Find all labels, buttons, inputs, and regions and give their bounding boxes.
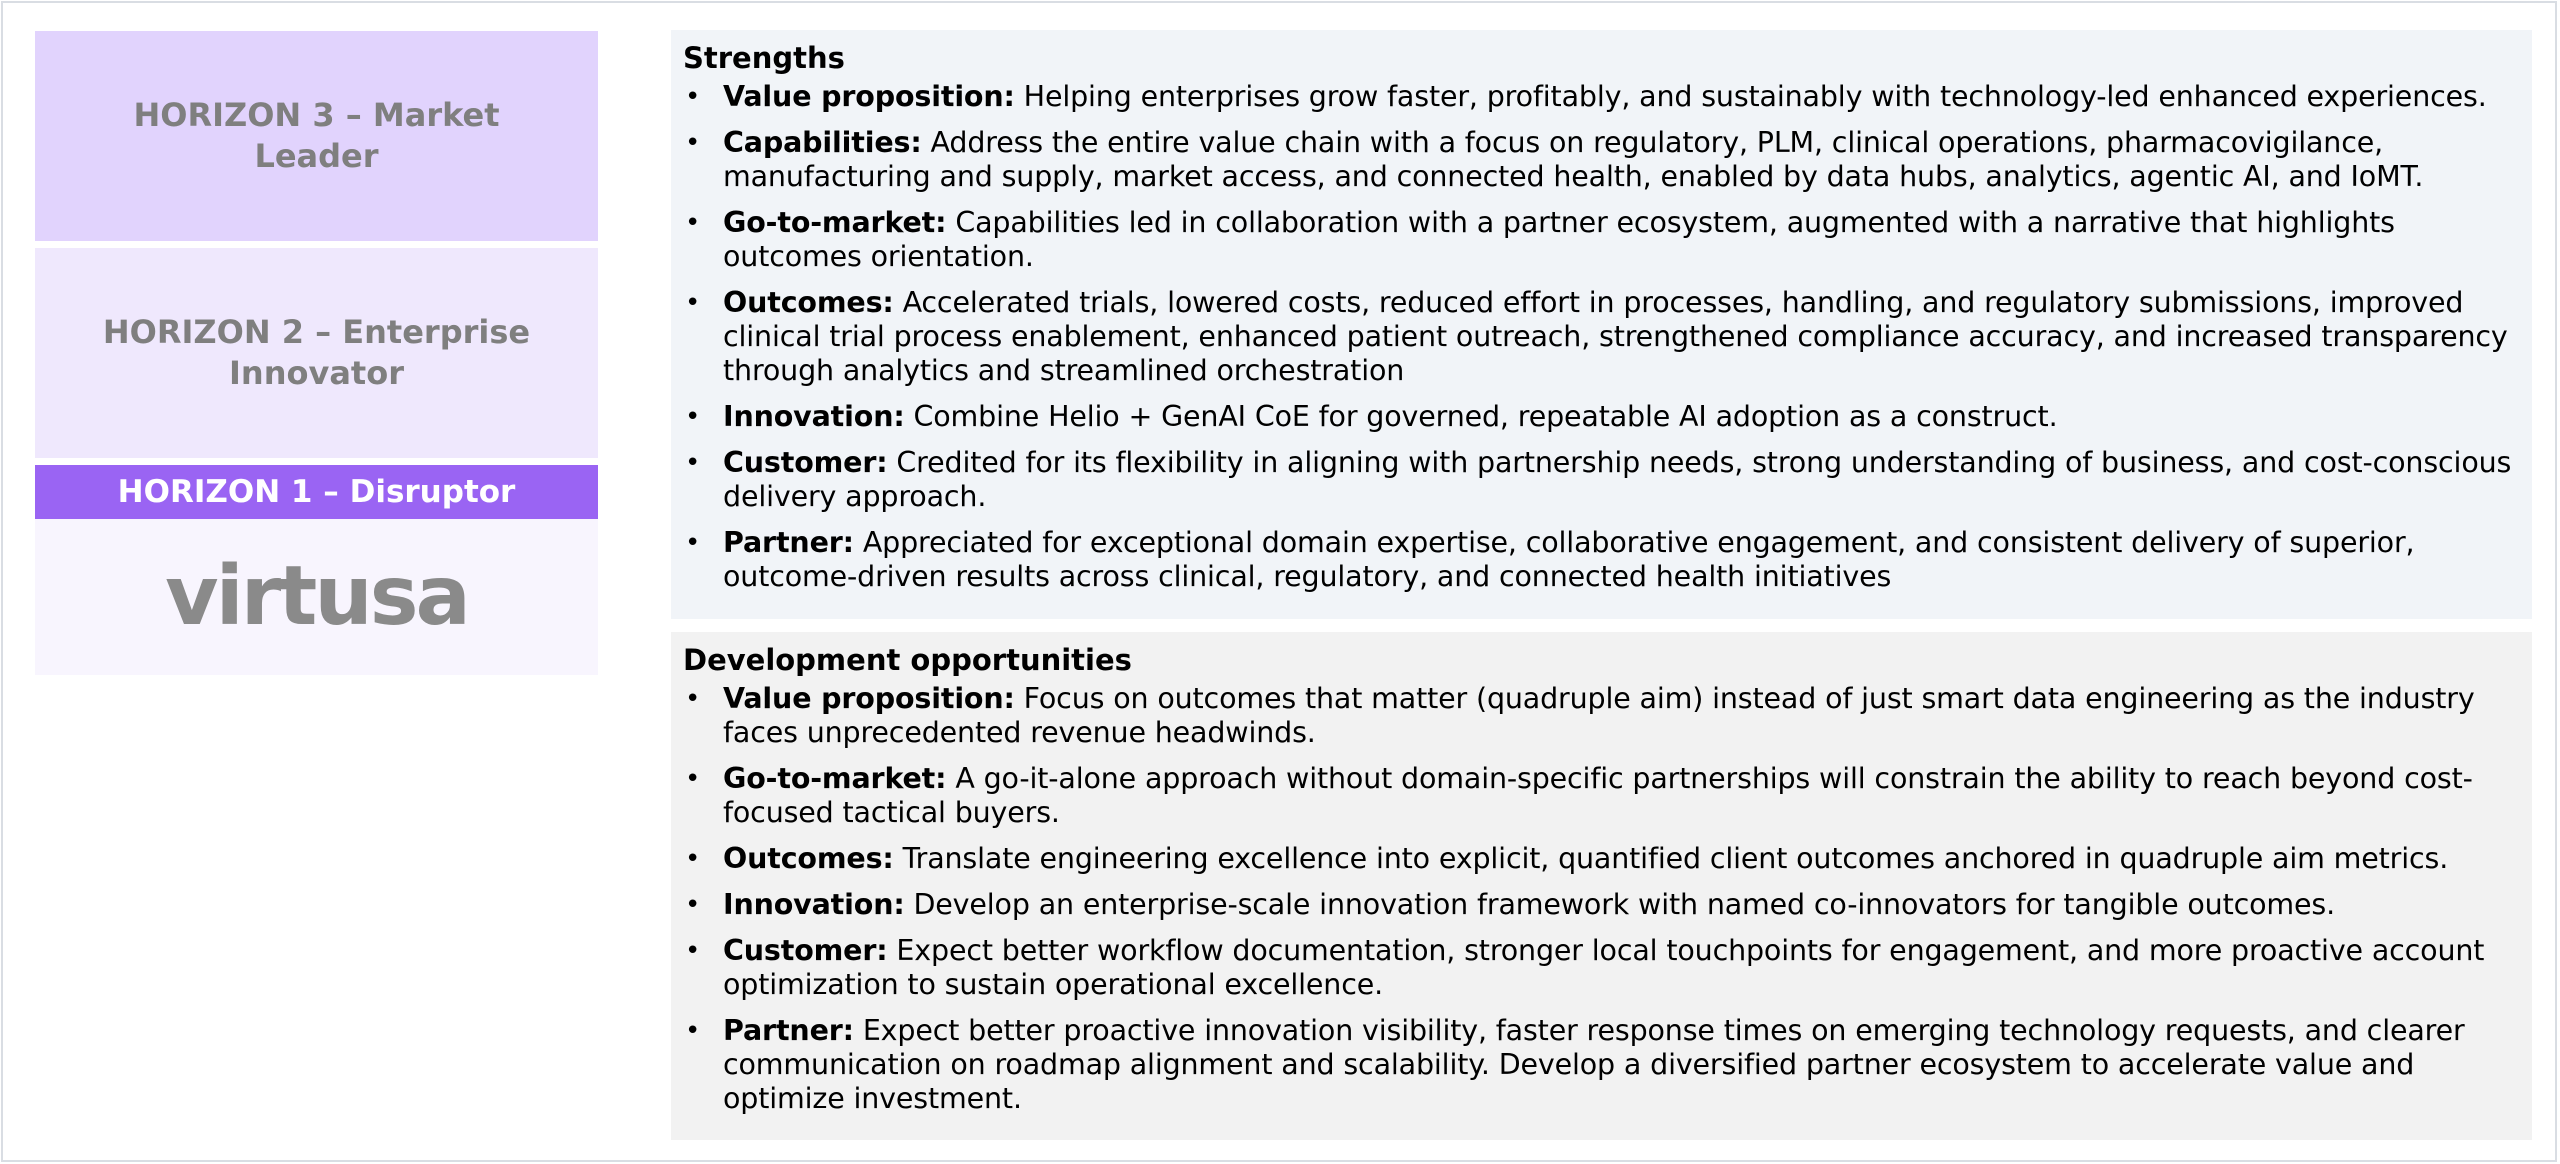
virtusa-logo bbox=[165, 549, 468, 644]
logo-container bbox=[35, 519, 598, 675]
bullet-dot-icon: • bbox=[685, 208, 701, 238]
item-label: Go-to-market: bbox=[723, 762, 947, 795]
item-label: Customer: bbox=[723, 446, 888, 479]
list-item bbox=[683, 682, 2520, 750]
bullet-dot-icon: • bbox=[685, 288, 701, 318]
list-item bbox=[683, 934, 2520, 1002]
horizon-2-label: HORIZON 2 – Enterprise Innovator bbox=[102, 313, 531, 392]
list-item bbox=[683, 842, 2520, 876]
item-text: Credited for its flexibility in aligning with partnership needs, strong understanding of business, and cost-conscious delivery approach. bbox=[723, 446, 2512, 513]
logo-text: virtusa bbox=[165, 549, 468, 644]
bullet-dot-icon: • bbox=[685, 844, 701, 874]
bullet-dot-icon: • bbox=[685, 448, 701, 478]
item-label: Innovation: bbox=[723, 400, 905, 433]
item-label: Outcomes: bbox=[723, 842, 894, 875]
list-item bbox=[683, 80, 2520, 114]
horizon-column bbox=[35, 31, 598, 675]
item-text: Expect better workflow documentation, stronger local touchpoints for engagement, and more proactive account optimization to sustain operational excellence. bbox=[723, 934, 2485, 1001]
bullet-dot-icon: • bbox=[685, 128, 701, 158]
list-item bbox=[683, 126, 2520, 194]
development-list bbox=[683, 682, 2520, 1116]
item-text: Expect better proactive innovation visibility, faster response times on emerging technology requests, and clearer communication on roadmap alignment and scalability. Develop a diversified partner ecosystem to accelerate value and optimize investment. bbox=[723, 1014, 2465, 1115]
bullet-dot-icon: • bbox=[685, 82, 701, 112]
item-text: Address the entire value chain with a focus on regulatory, PLM, clinical operations, pharmacovigilance, manufacturing and supply, market access, and connected health, enabled by data hubs, analytics, agentic AI, and IoMT. bbox=[723, 126, 2424, 193]
item-label: Value proposition: bbox=[723, 682, 1015, 715]
strengths-title: Strengths bbox=[683, 41, 845, 75]
item-label: Partner: bbox=[723, 1014, 854, 1047]
list-item bbox=[683, 526, 2520, 594]
list-item bbox=[683, 206, 2520, 274]
horizon-1-banner bbox=[35, 465, 598, 519]
item-text: Focus on outcomes that matter (quadruple aim) instead of just smart data engineering as the industry faces unprecedented revenue headwinds. bbox=[723, 682, 2475, 749]
item-label: Go-to-market: bbox=[723, 206, 947, 239]
list-item bbox=[683, 400, 2520, 434]
item-text: A go-it-alone approach without domain-specific partnerships will constrain the ability to reach beyond cost-focused tactical buyers. bbox=[723, 762, 2473, 829]
item-label: Capabilities: bbox=[723, 126, 922, 159]
item-label: Innovation: bbox=[723, 888, 905, 921]
item-text: Develop an enterprise-scale innovation framework with named co-innovators for tangible outcomes. bbox=[904, 888, 2335, 921]
item-text: Capabilities led in collaboration with a partner ecosystem, augmented with a narrative that highlights outcomes orientation. bbox=[723, 206, 2395, 273]
list-item bbox=[683, 762, 2520, 830]
item-label: Outcomes: bbox=[723, 286, 894, 319]
horizon-2-box bbox=[35, 248, 598, 458]
item-label: Value proposition: bbox=[723, 80, 1015, 113]
bullet-dot-icon: • bbox=[685, 764, 701, 794]
bullet-dot-icon: • bbox=[685, 936, 701, 966]
horizon-3-box bbox=[35, 31, 598, 241]
item-text: Translate engineering excellence into explicit, quantified client outcomes anchored in quadruple aim metrics. bbox=[893, 842, 2449, 875]
item-text: Accelerated trials, lowered costs, reduced effort in processes, handling, and regulatory submissions, improved clinical trial process enablement, enhanced patient outreach, strengthened compliance accuracy, and increased transparency through analytics and streamlined orchestration bbox=[723, 286, 2508, 387]
development-panel bbox=[671, 632, 2532, 1140]
list-item bbox=[683, 888, 2520, 922]
item-text: Combine Helio + GenAI CoE for governed, repeatable AI adoption as a construct. bbox=[904, 400, 2058, 433]
list-item bbox=[683, 1014, 2520, 1116]
bullet-dot-icon: • bbox=[685, 890, 701, 920]
slide-frame bbox=[1, 1, 2557, 1162]
horizon-1-label: HORIZON 1 – Disruptor bbox=[117, 474, 516, 510]
bullet-dot-icon: • bbox=[685, 684, 701, 714]
item-label: Partner: bbox=[723, 526, 854, 559]
strengths-panel bbox=[671, 30, 2532, 619]
list-item bbox=[683, 286, 2520, 388]
item-text: Appreciated for exceptional domain expertise, collaborative engagement, and consistent delivery of superior, outcome-driven results across clinical, regulatory, and connected health initiatives bbox=[723, 526, 2415, 593]
bullet-dot-icon: • bbox=[685, 1016, 701, 1046]
list-item bbox=[683, 446, 2520, 514]
horizon-3-label: HORIZON 3 – Market Leader bbox=[133, 96, 500, 175]
bullet-dot-icon: • bbox=[685, 402, 701, 432]
strengths-list bbox=[683, 80, 2520, 594]
bullet-dot-icon: • bbox=[685, 528, 701, 558]
item-label: Customer: bbox=[723, 934, 888, 967]
development-title: Development opportunities bbox=[683, 643, 1132, 677]
item-text: Helping enterprises grow faster, profitably, and sustainably with technology-led enhanced experiences. bbox=[1014, 80, 2487, 113]
horizon-1-card bbox=[35, 465, 598, 675]
